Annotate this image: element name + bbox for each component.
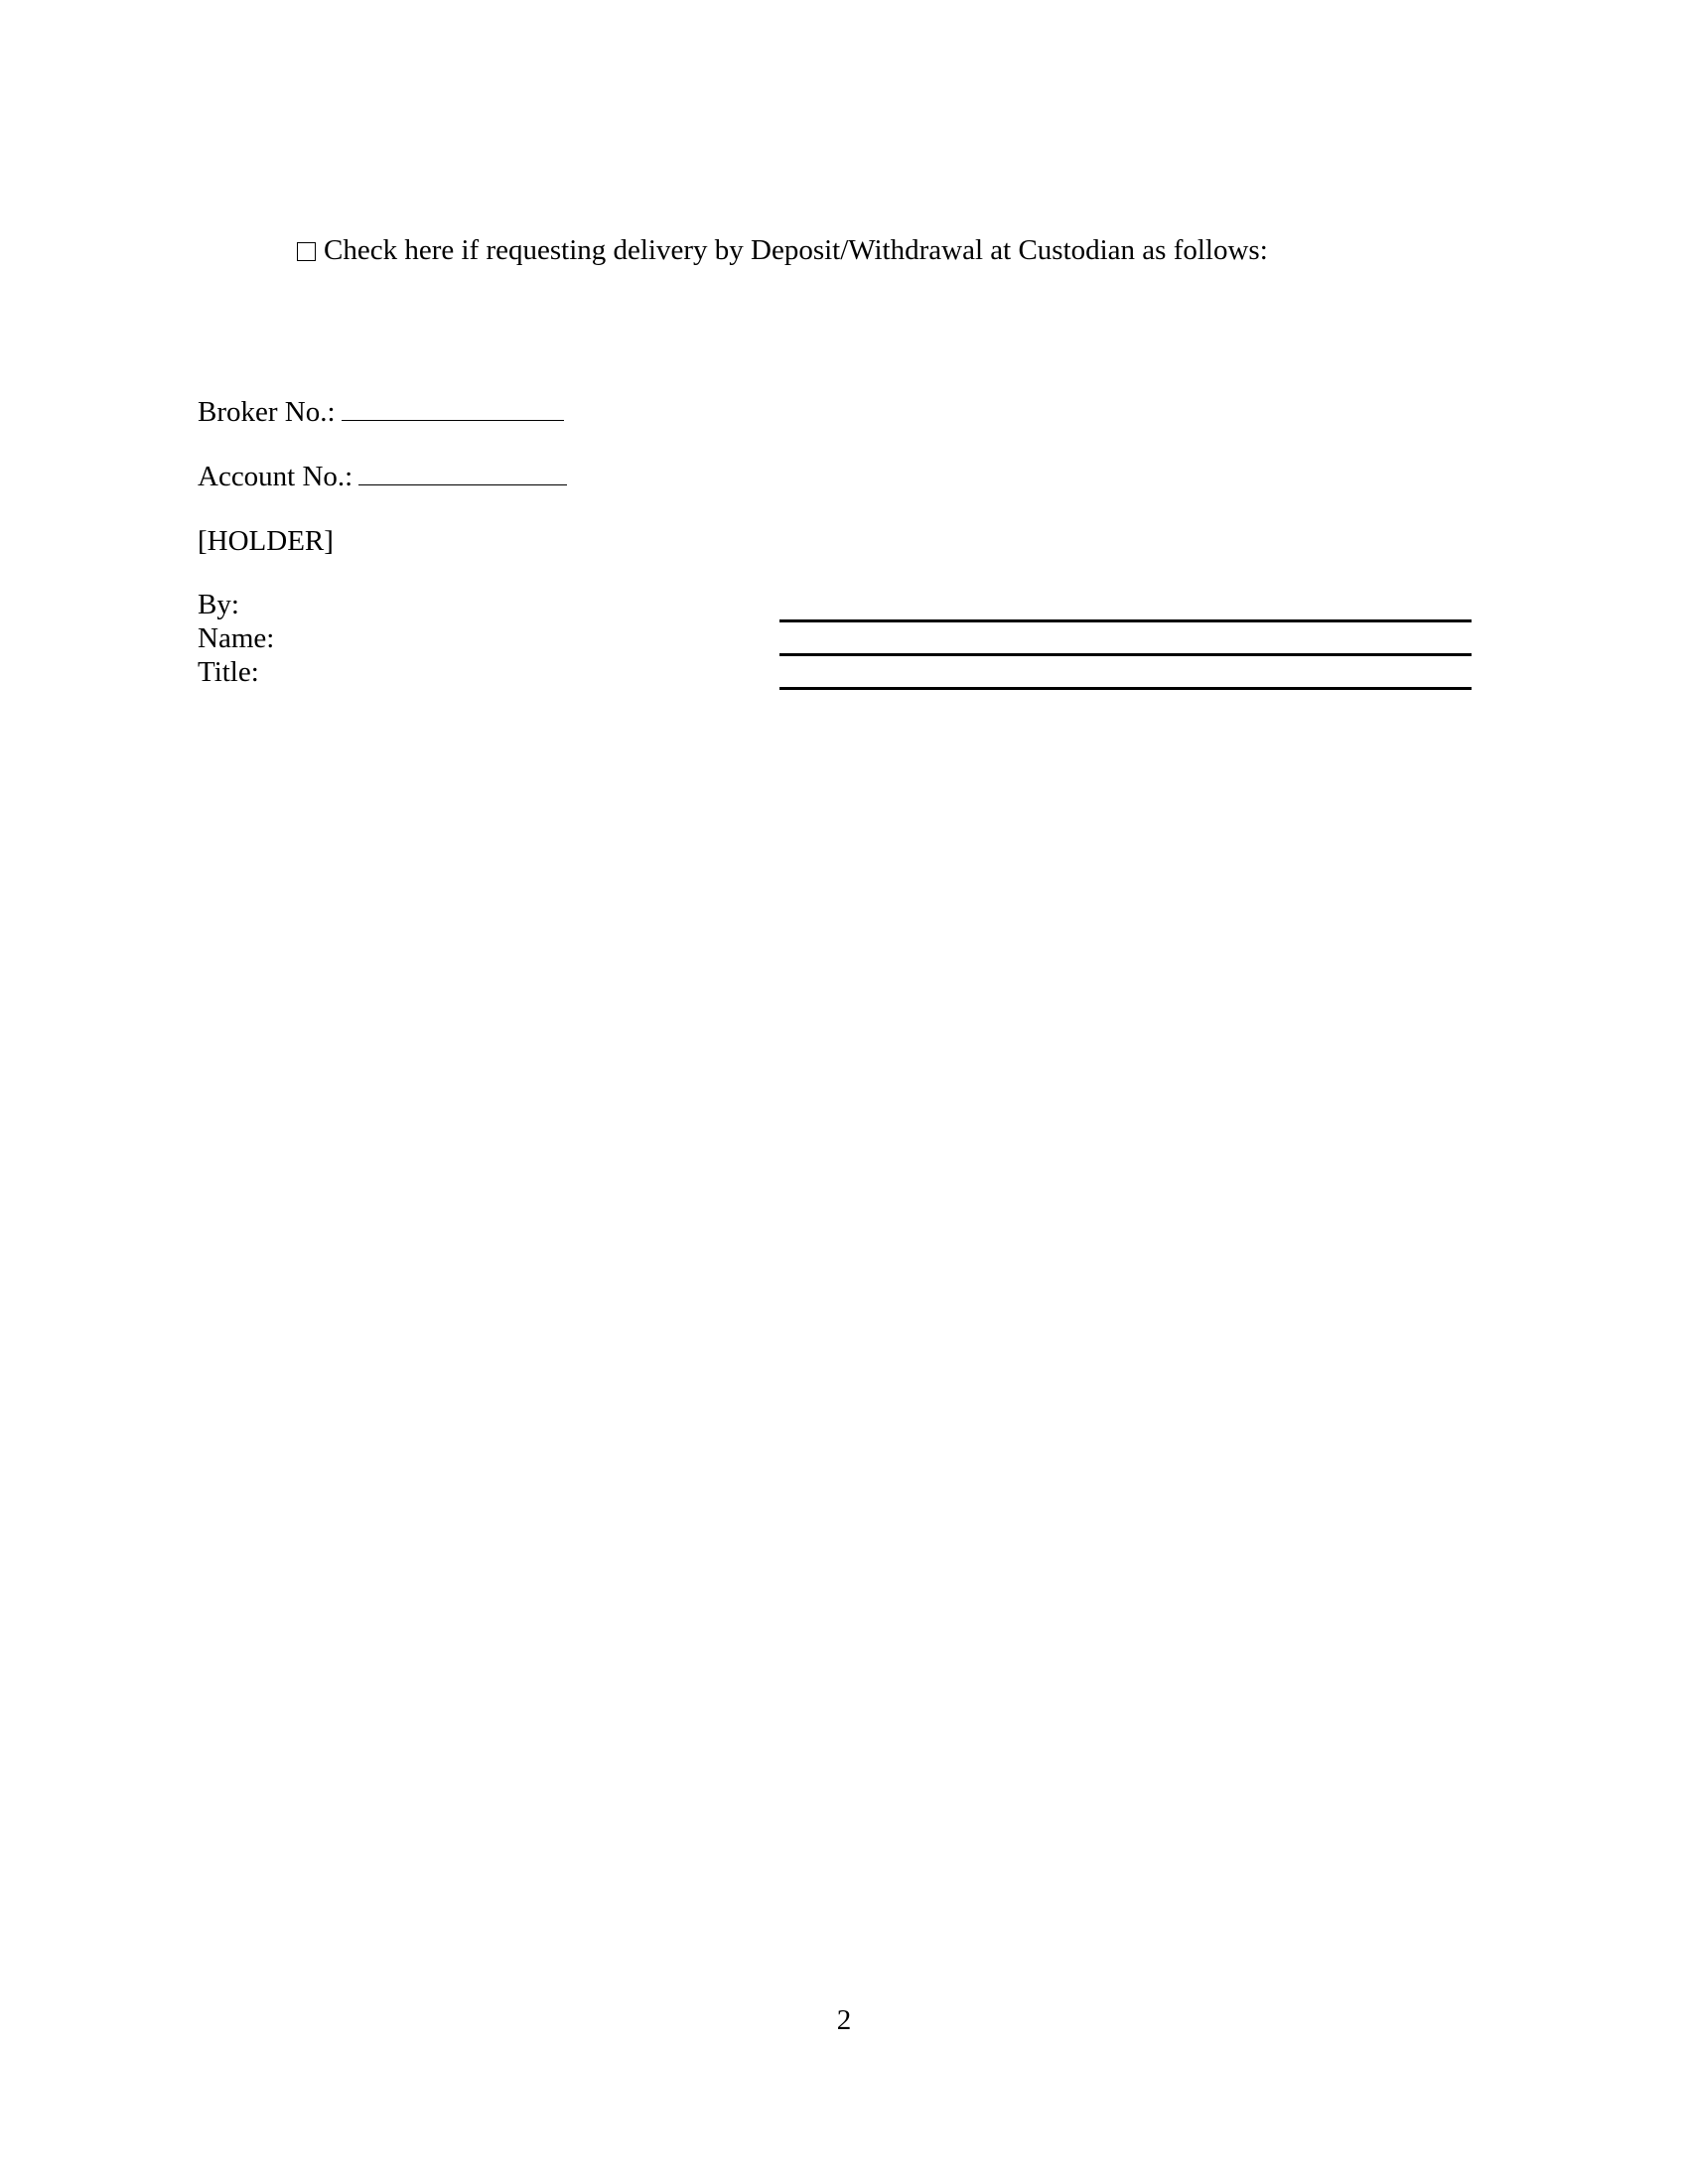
signature-line[interactable] bbox=[779, 619, 1472, 622]
title-label: Title: bbox=[198, 656, 259, 688]
delivery-checkbox-label: Check here if requesting delivery by Deposit/Withdrawal at Custodian as follows: bbox=[324, 234, 1268, 266]
delivery-checkbox[interactable] bbox=[297, 242, 316, 261]
name-line[interactable] bbox=[779, 653, 1472, 656]
name-label: Name: bbox=[198, 622, 275, 654]
title-line[interactable] bbox=[779, 687, 1472, 690]
broker-number-blank[interactable] bbox=[342, 398, 564, 421]
broker-number-field bbox=[198, 395, 564, 429]
account-number-label: Account No.: bbox=[198, 461, 353, 492]
account-number-field bbox=[198, 460, 567, 493]
by-label: By: bbox=[198, 589, 239, 620]
deposit-withdrawal-option bbox=[297, 233, 1268, 267]
holder-placeholder: [HOLDER] bbox=[198, 525, 334, 557]
broker-number-label: Broker No.: bbox=[198, 396, 336, 428]
account-number-blank[interactable] bbox=[358, 463, 567, 485]
page-number: 2 bbox=[836, 2004, 852, 2036]
